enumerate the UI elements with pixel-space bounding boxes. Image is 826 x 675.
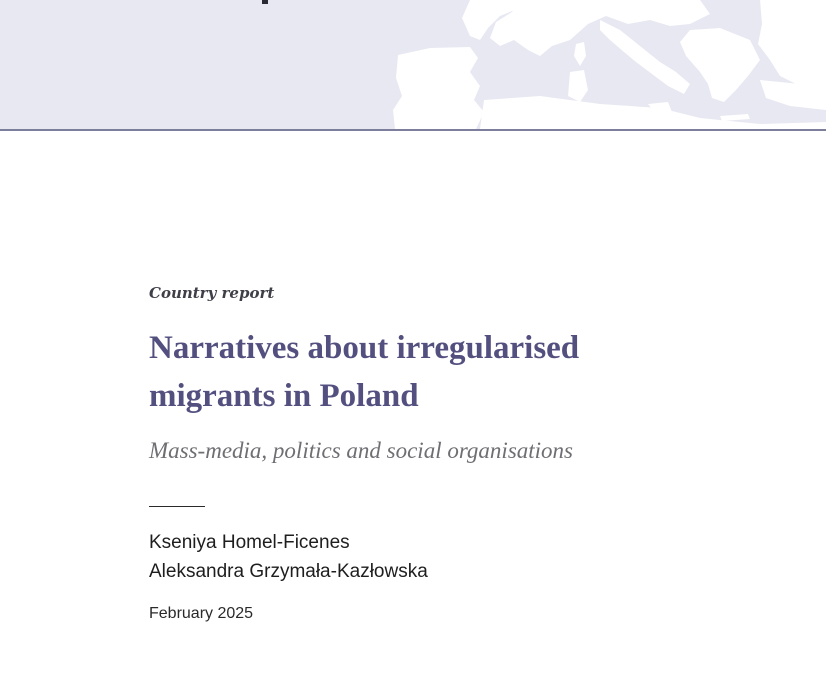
report-subtitle: Mass-media, politics and social organisations	[149, 438, 574, 463]
author-name: Kseniya Homel-Ficenes	[149, 532, 350, 553]
header-fragment	[262, 0, 268, 4]
landmass-north-africa	[480, 96, 826, 129]
europe-map-illustration	[0, 0, 826, 129]
landmass-italy	[600, 20, 690, 94]
island-crete	[720, 114, 750, 121]
title-divider	[149, 506, 205, 507]
island-corsica	[574, 42, 586, 66]
island-sardinia	[568, 70, 588, 102]
publication-date: February 2025	[149, 605, 254, 622]
landmass-north-africa-iberia	[393, 47, 484, 129]
landmass-balkans	[680, 28, 760, 102]
report-title-line-1: Narratives about irregularised	[149, 330, 580, 366]
author-list	[149, 528, 428, 586]
report-title-line-2: migrants in Poland	[149, 378, 419, 414]
banner-bottom-rule	[0, 129, 826, 131]
europe-map-banner	[0, 0, 826, 129]
report-type-label: Country report	[149, 284, 275, 302]
author-name: Aleksandra Grzymała-Kazłowska	[149, 561, 428, 582]
report-title	[149, 324, 709, 420]
landmass-east	[758, 0, 826, 90]
